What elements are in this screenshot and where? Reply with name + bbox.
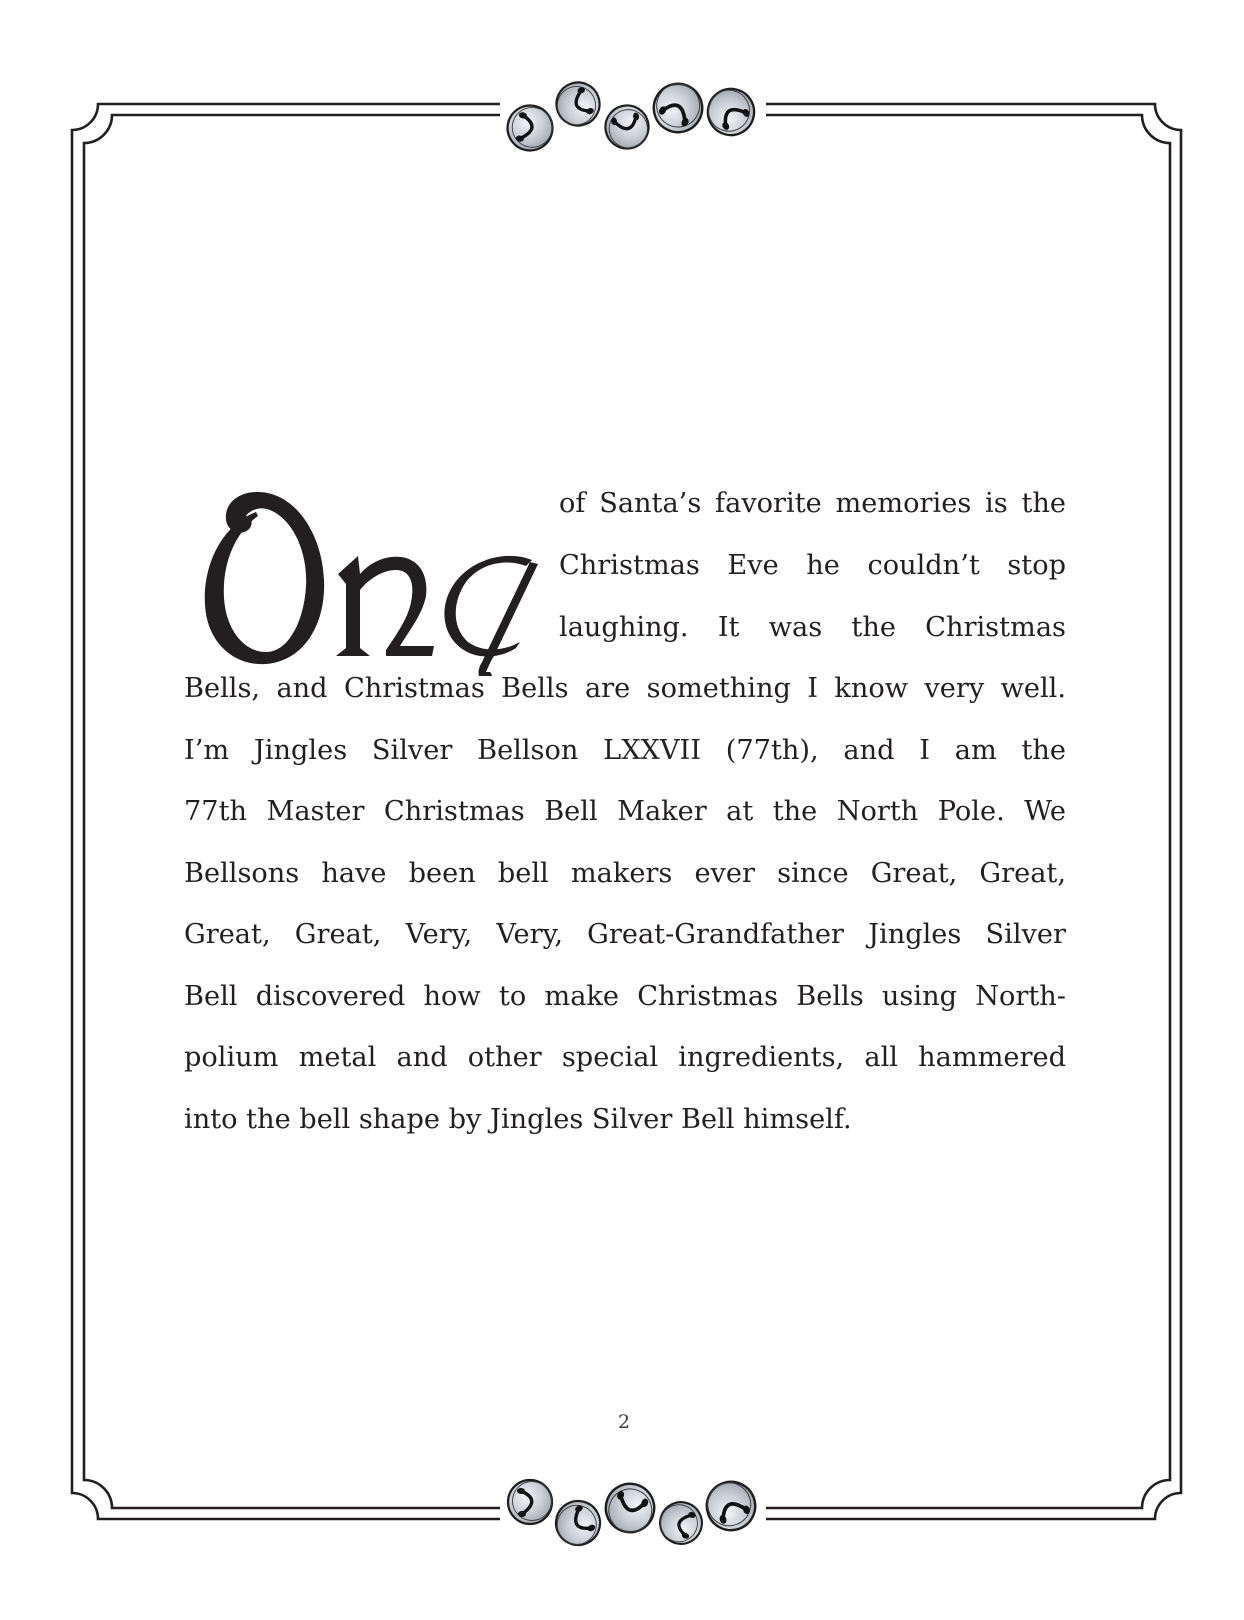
paragraph-line: laughing. It was the Christmas — [559, 612, 1066, 643]
paragraph-line: I’m Jingles Silver Bellson LXXVII (77th), and I am the — [184, 735, 1066, 766]
paragraph-line: polium metal and other special ingredients, all hammered — [184, 1042, 1066, 1073]
paragraph-line: 77th Master Christmas Bell Maker at the North Pole. We — [184, 796, 1066, 827]
paragraph-line: Bells, and Christmas Bells are something I know very well. — [184, 673, 1066, 704]
drop-cap — [186, 476, 548, 676]
paragraph-line: into the bell shape by Jingles Silver Bell himself. — [184, 1104, 852, 1135]
paragraph-line: Bell discovered how to make Christmas Bells using North- — [184, 981, 1066, 1012]
paragraph-line: Christmas Eve he couldn’t stop — [559, 550, 1066, 581]
paragraph-line: Great, Great, Very, Very, Great-Grandfather Jingles Silver — [184, 919, 1066, 950]
page-number: 2 — [617, 1411, 631, 1433]
paragraph-line: Bellsons have been bell makers ever since Great, Great, — [184, 858, 1066, 889]
paragraph-line: of Santa’s favorite memories is the — [559, 488, 1066, 519]
drop-cap-glyphs — [186, 476, 548, 676]
